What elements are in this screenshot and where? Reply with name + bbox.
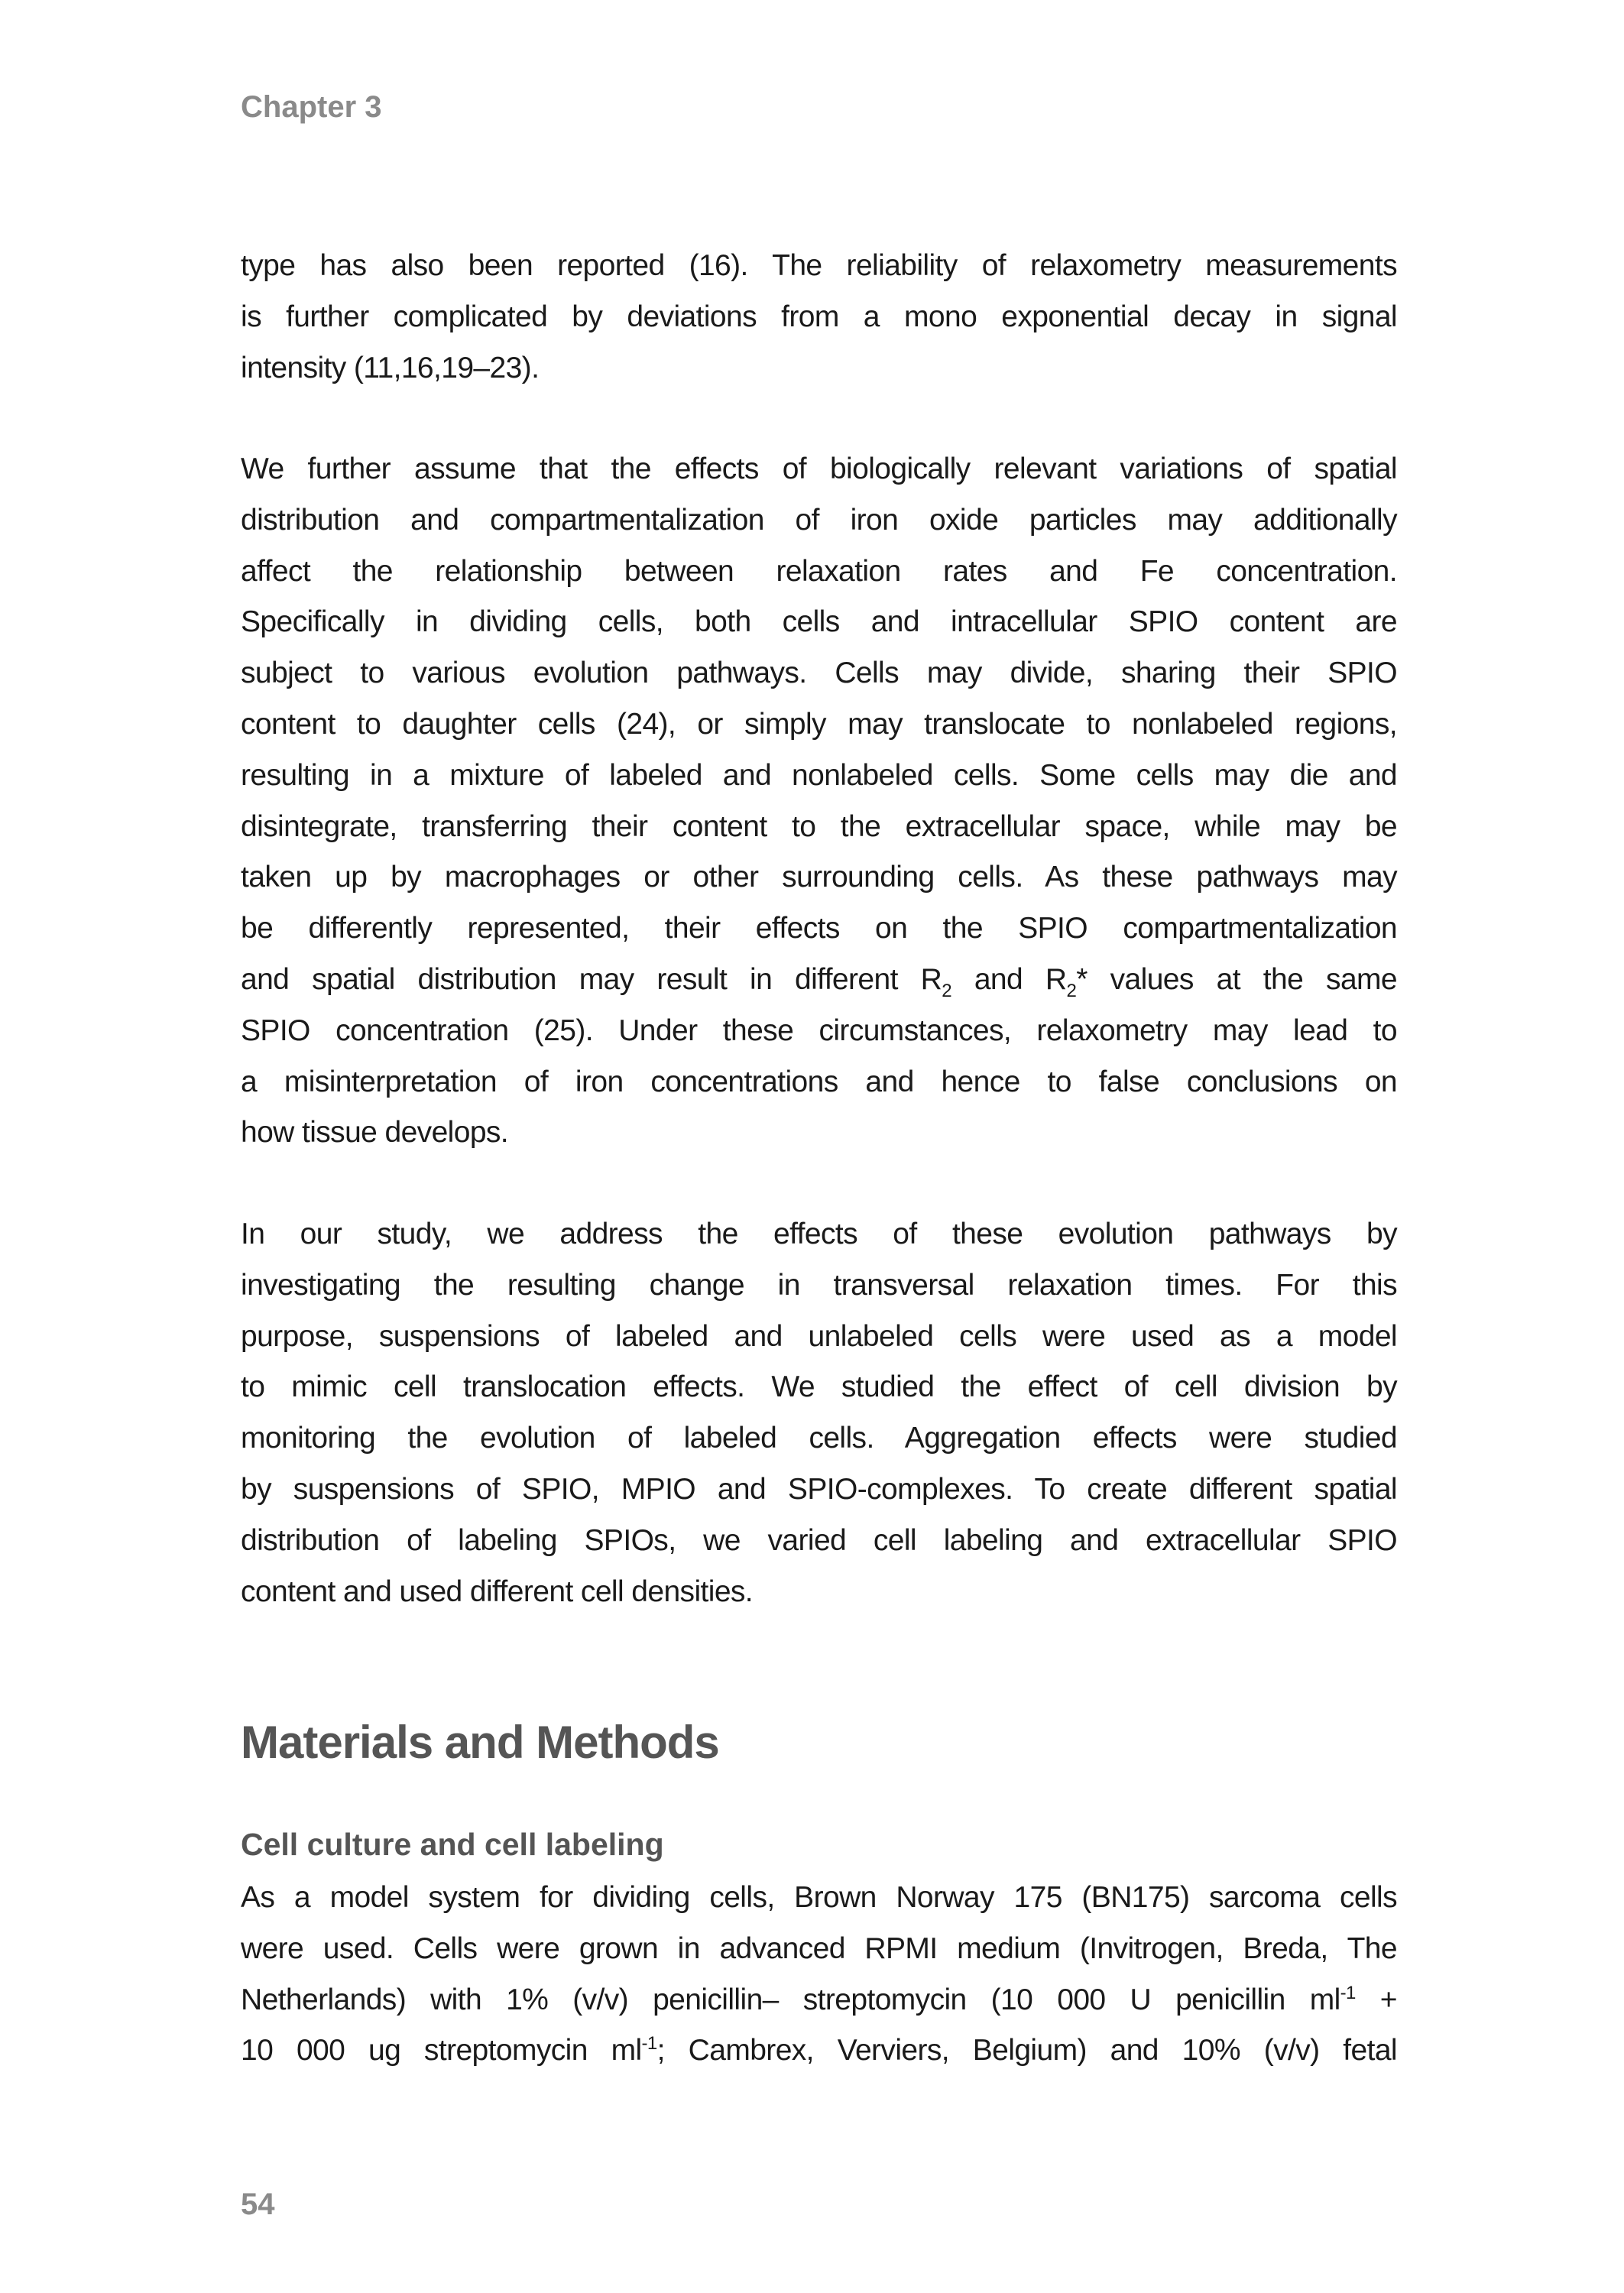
text-line (241, 597, 1397, 648)
text-line (241, 852, 1397, 903)
text-line (241, 648, 1397, 699)
text-line (241, 546, 1397, 598)
text-segment: were used. Cells were grown in advanced RPMI medium (Invitrogen, Breda, The (241, 1931, 1397, 1965)
text-segment: taken up by macrophages or other surrounding cells. As these pathways may (241, 861, 1397, 894)
text-line (241, 241, 1397, 292)
text-line (241, 1362, 1397, 1413)
text-segment: subject to various evolution pathways. Cells may divide, sharing their SPIO (241, 657, 1397, 690)
text-line (241, 1975, 1397, 2026)
page-number: 54 (241, 2188, 275, 2221)
text-line (241, 1006, 1397, 1057)
text-line (241, 292, 1397, 343)
text-segment: investigating the resulting change in transversal relaxation times. For this (241, 1268, 1397, 1302)
text-segment: SPIO concentration (25). Under these circumstances, relaxometry may lead to (241, 1014, 1397, 1047)
text-line (241, 495, 1397, 546)
text-segment: ; Cambrex, Verviers, Belgium) and 10% (v/v) fetal (656, 2034, 1397, 2068)
text-segment: and spatial distribution may result in different R (241, 962, 942, 996)
text-segment: * values at the same (1076, 962, 1398, 996)
paragraph-3 (241, 1209, 1397, 1617)
text-segment: affect the relationship between relaxation rates and Fe concentration. (241, 554, 1397, 588)
text-segment: by suspensions of SPIO, MPIO and SPIO-complexes. To create different spatial (241, 1472, 1397, 1506)
text-segment: content and used different cell densities. (241, 1575, 754, 1608)
text-segment: monitoring the evolution of labeled cells. Aggregation effects were studied (241, 1422, 1397, 1455)
text-segment: to mimic cell translocation effects. We studied the effect of cell division by (241, 1370, 1397, 1404)
text-segment: Specifically in dividing cells, both cells and intracellular SPIO content are (241, 605, 1397, 639)
text-line (241, 1413, 1397, 1464)
text-line (241, 343, 1397, 394)
superscript: -1 (1340, 1982, 1356, 2003)
text-segment: type has also been reported (16). The reliability of relaxometry measurements (241, 249, 1397, 282)
text-segment: As a model system for dividing cells, Brown Norway 175 (BN175) sarcoma cells (241, 1881, 1397, 1914)
text-line (241, 1312, 1397, 1363)
text-line (241, 699, 1397, 751)
text-segment: distribution of labeling SPIOs, we varied cell labeling and extracellular SPIO (241, 1523, 1397, 1557)
text-line (241, 1516, 1397, 1567)
subsection-heading: Cell culture and cell labeling (241, 1827, 664, 1862)
text-segment: In our study, we address the effects of these evolution pathways by (241, 1218, 1397, 1250)
text-line (241, 1209, 1397, 1260)
text-line (241, 903, 1397, 955)
text-segment: disintegrate, transferring their content to the extracellular space, while may be (241, 809, 1397, 843)
text-line (241, 2025, 1397, 2077)
text-line (241, 444, 1397, 495)
text-line (241, 1873, 1397, 1924)
text-segment: distribution and compartmentalization of iron oxide particles may additionally (241, 503, 1397, 537)
text-line (241, 955, 1397, 1006)
text-line (241, 1108, 1397, 1159)
text-segment: be differently represented, their effects on the SPIO compartmentalization (241, 912, 1397, 945)
text-segment: content to daughter cells (24), or simply may translocate to nonlabeled regions, (241, 707, 1397, 741)
superscript: -1 (641, 2033, 657, 2055)
text-line (241, 751, 1397, 802)
text-line (241, 802, 1397, 853)
text-line (241, 1260, 1397, 1312)
paragraph-1 (241, 241, 1397, 394)
subscript: 2 (942, 980, 951, 1001)
text-segment: how tissue develops. (241, 1116, 509, 1150)
section-heading: Materials and Methods (241, 1717, 719, 1768)
text-line (241, 1924, 1397, 1975)
text-segment: 10 000 ug streptomycin ml (241, 2034, 642, 2068)
paragraph-4 (241, 1873, 1397, 2077)
running-head: Chapter 3 (241, 90, 382, 124)
text-segment: + (1355, 1983, 1397, 2016)
text-line (241, 1464, 1397, 1516)
text-segment: intensity (11,16,19–23). (241, 351, 540, 384)
text-segment: is further complicated by deviations from a mono exponential decay in signal (241, 300, 1397, 333)
text-segment: and R (951, 962, 1067, 996)
text-line (241, 1057, 1397, 1108)
text-segment: a misinterpretation of iron concentrations and hence to false conclusions on (241, 1065, 1397, 1098)
subscript: 2 (1066, 980, 1077, 1001)
text-segment: purpose, suspensions of labeled and unlabeled cells were used as a model (241, 1319, 1397, 1353)
text-segment: Netherlands) with 1% (v/v) penicillin– streptomycin (10 000 U penicillin ml (241, 1983, 1340, 2016)
text-segment: resulting in a mixture of labeled and nonlabeled cells. Some cells may die and (241, 758, 1397, 792)
paragraph-2 (241, 444, 1397, 1159)
text-line (241, 1567, 1397, 1618)
text-segment: We further assume that the effects of biologically relevant variations of spatial (241, 452, 1397, 485)
